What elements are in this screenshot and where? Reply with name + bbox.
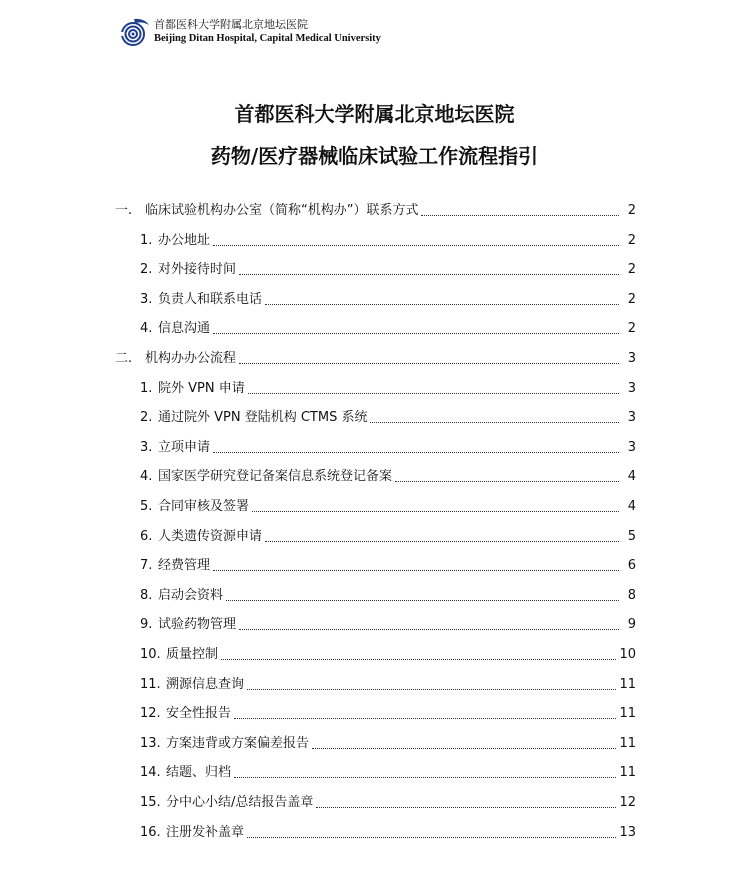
- toc-entry-label: 分中心小结/总结报告盖章: [166, 795, 314, 810]
- toc-subsection-entry[interactable]: [140, 526, 636, 548]
- toc-entry-number: 10.: [140, 647, 161, 662]
- toc-entry-number: 3.: [140, 439, 153, 455]
- toc-subsection-entry[interactable]: [140, 259, 636, 281]
- toc-page-number: 4: [627, 469, 636, 485]
- toc-entry-number: 13.: [140, 735, 161, 751]
- toc-entry-label: 安全性报告: [166, 706, 232, 722]
- toc-entry-label: 通过院外 VPN 登陆机构 CTMS 系统: [158, 410, 368, 426]
- toc-entry-number: 8.: [140, 587, 153, 603]
- toc-dot-leader: [213, 332, 619, 334]
- toc-entry-number: 一.: [115, 203, 133, 218]
- toc-subsection-entry[interactable]: [140, 674, 636, 696]
- toc-subsection-entry[interactable]: [140, 407, 636, 429]
- toc-page-number: 2: [627, 262, 636, 278]
- toc-entry-number: 6.: [140, 528, 153, 544]
- toc-entry-number: 2.: [140, 262, 153, 278]
- toc-subsection-entry[interactable]: [140, 496, 636, 518]
- toc-subsection-entry[interactable]: [140, 437, 636, 459]
- toc-entry-number: 3.: [140, 291, 153, 307]
- toc-entry-number: 5.: [140, 499, 153, 514]
- toc-page-number: 8: [627, 587, 636, 603]
- hospital-logo-icon: [120, 16, 152, 48]
- toc-entry-number: 15.: [140, 795, 161, 810]
- toc-page-number: 11: [619, 706, 636, 722]
- toc-entry-label: 合同审核及签署: [158, 499, 250, 514]
- toc-entry-label: 负责人和联系电话: [158, 291, 263, 307]
- toc-page-number: 3: [627, 410, 636, 426]
- toc-page-number: 9: [627, 617, 636, 633]
- toc-entry-label: 质量控制: [166, 647, 219, 662]
- toc-page-number: 6: [627, 558, 636, 574]
- toc-section-entry[interactable]: [115, 348, 636, 370]
- toc-subsection-entry[interactable]: [140, 555, 636, 577]
- toc-entry-label: 试验药物管理: [158, 617, 237, 633]
- document-title-line2: 药物/医疗器械临床试验工作流程指引: [210, 144, 539, 168]
- toc-dot-leader: [395, 480, 619, 482]
- toc-page-number: 11: [619, 765, 636, 781]
- toc-subsection-entry[interactable]: [140, 762, 636, 784]
- toc-entry-number: 16.: [140, 824, 161, 840]
- toc-page-number: 2: [627, 203, 636, 218]
- toc-dot-leader: [213, 451, 619, 453]
- toc-entry-label: 溯源信息查询: [166, 676, 245, 692]
- toc-page-number: 13: [619, 824, 636, 840]
- toc-entry-label: 注册发补盖章: [166, 824, 245, 840]
- toc-page-number: 11: [619, 676, 636, 692]
- toc-dot-leader: [221, 658, 616, 660]
- toc-dot-leader: [234, 776, 616, 778]
- toc-entry-number: 4.: [140, 321, 153, 337]
- toc-entry-number: 二.: [115, 351, 133, 366]
- toc-entry-label: 对外接待时间: [158, 262, 237, 278]
- toc-dot-leader: [370, 421, 619, 423]
- toc-entry-label: 启动会资料: [158, 587, 224, 603]
- document-title-line1: 首都医科大学附属北京地坛医院: [234, 102, 515, 126]
- toc-dot-leader: [226, 599, 619, 601]
- toc-entry-label: 机构办办公流程: [145, 351, 237, 366]
- toc-page-number: 3: [627, 439, 636, 455]
- toc-entry-number: 2.: [140, 410, 153, 426]
- toc-dot-leader: [421, 214, 619, 216]
- toc-dot-leader: [312, 747, 616, 749]
- toc-subsection-entry[interactable]: [140, 318, 636, 340]
- toc-subsection-entry[interactable]: [140, 230, 636, 252]
- toc-dot-leader: [239, 362, 619, 364]
- toc-page-number: 2: [627, 321, 636, 337]
- toc-dot-leader: [234, 717, 616, 719]
- toc-dot-leader: [247, 688, 616, 690]
- toc-subsection-entry[interactable]: [140, 792, 636, 814]
- toc-section-entry[interactable]: [115, 200, 636, 222]
- toc-dot-leader: [247, 836, 616, 838]
- toc-entry-label: 临床试验机构办公室（简称“机构办”）联系方式: [145, 203, 419, 218]
- toc-page-number: 11: [619, 735, 636, 751]
- toc-subsection-entry[interactable]: [140, 614, 636, 636]
- toc-entry-label: 立项申请: [158, 439, 211, 455]
- toc-entry-number: 1.: [140, 232, 153, 248]
- toc-entry-number: 11.: [140, 676, 161, 692]
- toc-subsection-entry[interactable]: [140, 644, 636, 666]
- toc-dot-leader: [316, 806, 616, 808]
- toc-entry-number: 14.: [140, 765, 161, 781]
- toc-subsection-entry[interactable]: [140, 733, 636, 755]
- toc-entry-label: 方案违背或方案偏差报告: [166, 735, 310, 751]
- toc-entry-label: 办公地址: [158, 232, 211, 248]
- toc-subsection-entry[interactable]: [140, 585, 636, 607]
- toc-subsection-entry[interactable]: [140, 289, 636, 311]
- toc-subsection-entry[interactable]: [140, 703, 636, 725]
- toc-entry-label: 院外 VPN 申请: [158, 380, 245, 396]
- toc-entry-number: 12.: [140, 706, 161, 722]
- toc-page-number: 2: [627, 232, 636, 248]
- toc-dot-leader: [265, 303, 619, 305]
- toc-dot-leader: [265, 540, 619, 542]
- toc-page-number: 2: [627, 291, 636, 307]
- toc-dot-leader: [252, 510, 619, 512]
- toc-dot-leader: [239, 628, 619, 630]
- toc-page-number: 4: [627, 499, 636, 514]
- toc-entry-number: 7.: [140, 558, 153, 574]
- toc-subsection-entry[interactable]: [140, 822, 636, 844]
- toc-entry-label: 国家医学研究登记备案信息系统登记备案: [158, 469, 393, 485]
- toc-page-number: 12: [619, 795, 636, 810]
- toc-subsection-entry[interactable]: [140, 466, 636, 488]
- toc-entry-label: 信息沟通: [158, 321, 211, 337]
- toc-subsection-entry[interactable]: [140, 378, 636, 400]
- toc-entry-number: 1.: [140, 380, 153, 396]
- toc-dot-leader: [213, 569, 619, 571]
- toc-page-number: 10: [619, 647, 636, 662]
- header-hospital-name-en: Beijing Ditan Hospital, Capital Medical University: [154, 33, 381, 44]
- toc-entry-label: 结题、归档: [166, 765, 232, 781]
- toc-entry-number: 9.: [140, 617, 153, 633]
- toc-page-number: 3: [627, 380, 636, 396]
- toc-entry-number: 4.: [140, 469, 153, 485]
- toc-entry-label: 人类遗传资源申请: [158, 528, 263, 544]
- toc-dot-leader: [248, 392, 619, 394]
- toc-page-number: 3: [627, 351, 636, 366]
- toc-page-number: 5: [627, 528, 636, 544]
- toc-dot-leader: [213, 244, 619, 246]
- header-hospital-name-cn: 首都医科大学附属北京地坛医院: [154, 18, 308, 31]
- toc-dot-leader: [239, 273, 619, 275]
- toc-entry-label: 经费管理: [158, 558, 211, 574]
